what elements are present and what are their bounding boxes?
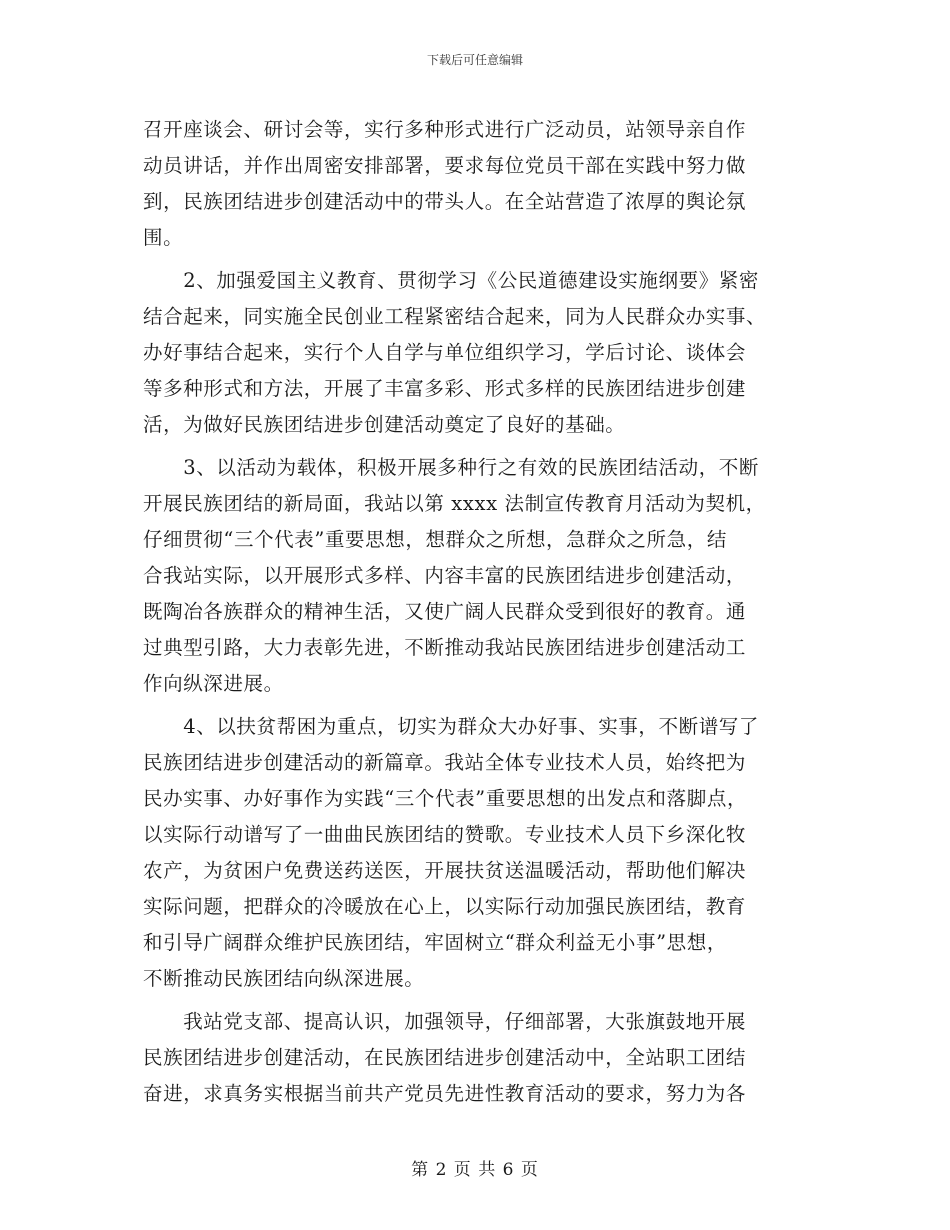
text-line: 仔细贯彻“三个代表”重要思想，想群众之所想，急群众之所急，结 xyxy=(143,528,727,551)
text-line: 作向纵深进展。 xyxy=(143,672,284,695)
text-line: 我站党支部、提高认识，加强领导，仔细部署，大张旗鼓地开展 xyxy=(143,1010,747,1033)
text-line: 实际问题，把群众的冷暖放在心上，以实际行动加强民族团结，教育 xyxy=(143,895,747,918)
text-line: 3、以活动为载体，积极开展多种行之有效的民族团结活动，不断 xyxy=(143,456,760,479)
page-header: 下载后可任意编辑 xyxy=(426,53,523,67)
text-line: 到，民族团结进步创建活动中的带头人。在全站营造了浓厚的舆论氛 xyxy=(143,190,747,213)
text-line: 民族团结进步创建活动的新篇章。我站全体专业技术人员，始终把为 xyxy=(143,751,747,774)
text-line: 民办实事、办好事作为实践“三个代表”重要思想的出发点和落脚点， xyxy=(143,787,748,810)
text-line: 动员讲话，并作出周密安排部署，要求每位党员干部在实践中努力做 xyxy=(143,154,747,177)
text-line: 不断推动民族团结向纵深进展。 xyxy=(143,967,425,990)
document-body xyxy=(143,112,823,1112)
text-line: 民族团结进步创建活动，在民族团结进步创建活动中，全站职工团结 xyxy=(143,1046,747,1069)
text-line: 4、以扶贫帮困为重点，切实为群众大办好事、实事，不断谱写了 xyxy=(143,715,760,738)
text-line: 和引导广阔群众维护民族团结，牢固树立“群众利益无小事”思想， xyxy=(143,931,727,954)
text-line: 既陶冶各族群众的精神生活，又使广阔人民群众受到很好的教育。通 xyxy=(143,600,747,623)
text-line: 结合起来，同实施全民创业工程紧密结合起来，同为人民群众办实事、 xyxy=(143,305,767,328)
text-line: 围。 xyxy=(143,226,184,249)
text-line: 办好事结合起来，实行个人自学与单位组织学习，学后讨论、谈体会 xyxy=(143,341,747,364)
text-line: 开展民族团结的新局面，我站以第 xxxx 法制宣传教育月活动为契机， xyxy=(143,492,766,515)
text-line: 2、加强爱国主义教育、贯彻学习《公民道德建设实施纲要》紧密 xyxy=(143,269,760,292)
text-line: 农产，为贫困户免费送药送医，开展扶贫送温暖活动，帮助他们解决 xyxy=(143,859,747,882)
text-line: 等多种形式和方法，开展了丰富多彩、形式多样的民族团结进步创建 xyxy=(143,377,747,400)
text-line: 合我站实际，以开展形式多样、内容丰富的民族团结进步创建活动， xyxy=(143,564,747,587)
text-line: 奋进，求真务实根据当前共产党员先进性教育活动的要求，努力为各 xyxy=(143,1082,747,1105)
text-line: 召开座谈会、研讨会等，实行多种形式进行广泛动员，站领导亲自作 xyxy=(143,118,747,141)
text-line: 过典型引路，大力表彰先进，不断推动我站民族团结进步创建活动工 xyxy=(143,636,747,659)
text-line: 活，为做好民族团结进步创建活动奠定了良好的基础。 xyxy=(143,413,626,436)
text-line: 以实际行动谱写了一曲曲民族团结的赞歌。专业技术人员下乡深化牧 xyxy=(143,823,747,846)
page-number: 第 2 页 共 6 页 xyxy=(411,1160,539,1180)
